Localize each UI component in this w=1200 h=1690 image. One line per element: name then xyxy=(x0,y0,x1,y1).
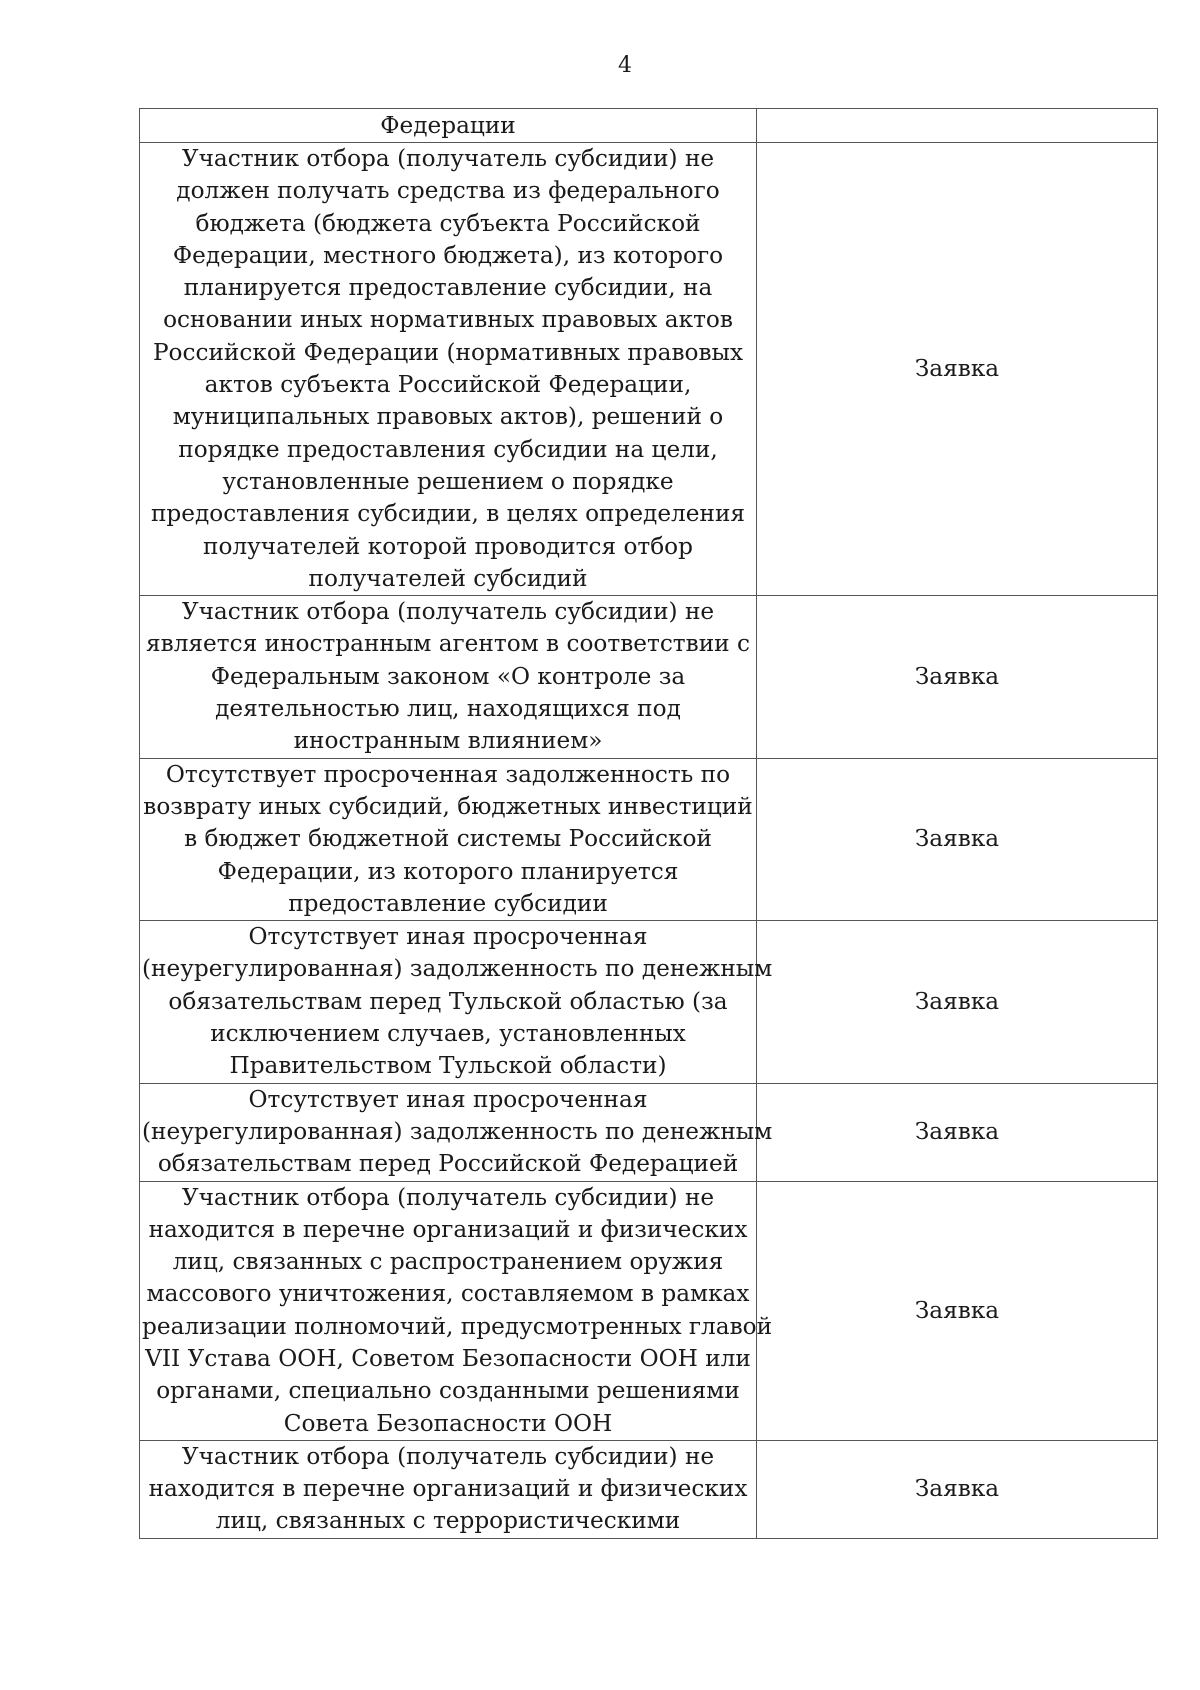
condition-line: планируется предоставление субсидии, на xyxy=(183,274,713,302)
document-cell: Заявка xyxy=(757,596,1158,758)
condition-line: является иностранным агентом в соответствии с xyxy=(146,630,750,658)
requirements-table xyxy=(139,108,1158,1539)
page-number: 4 xyxy=(618,53,632,78)
condition-line: возврату иных субсидий, бюджетных инвестиций xyxy=(143,792,753,820)
condition-line: (неурегулированная) задолженность по денежным xyxy=(142,955,773,983)
document-cell: Заявка xyxy=(757,1181,1158,1440)
condition-line: предоставления субсидии, в целях определения xyxy=(150,500,746,528)
condition-line: реализации полномочий, предусмотренных главой xyxy=(142,1312,773,1340)
table-row xyxy=(140,1083,1158,1181)
condition-line: Российской Федерации (нормативных правовых xyxy=(152,338,744,366)
condition-line: находится в перечне организаций и физических xyxy=(148,1215,748,1243)
condition-line: обязательствам перед Тульской областью (за xyxy=(168,987,728,1015)
table-row xyxy=(140,109,1158,143)
condition-line: VII Устава ООН, Советом Безопасности ООН или xyxy=(145,1344,751,1372)
document-cell: Заявка xyxy=(757,1440,1158,1538)
condition-line: иностранным влиянием» xyxy=(293,727,603,755)
condition-line: получателей субсидий xyxy=(308,564,588,592)
condition-cell xyxy=(140,1181,773,1440)
condition-line: муниципальных правовых актов), решений о xyxy=(172,403,724,431)
condition-line: Федерации xyxy=(380,111,516,139)
condition-line: (неурегулированная) задолженность по денежным xyxy=(142,1117,773,1145)
condition-line: в бюджет бюджетной системы Российской xyxy=(184,825,712,853)
table-row xyxy=(140,1440,1158,1538)
condition-line: бюджета (бюджета субъекта Российской xyxy=(195,209,701,237)
document-cell: Заявка xyxy=(757,758,1158,920)
condition-line: Отсутствует иная просроченная xyxy=(248,923,648,951)
condition-line: Федеральным законом «О контроле за xyxy=(210,662,686,690)
condition-line: лиц, связанных с распространением оружия xyxy=(172,1248,724,1276)
condition-cell xyxy=(140,109,757,143)
condition-line: находится в перечне организаций и физических xyxy=(148,1475,748,1503)
condition-cell xyxy=(140,143,757,596)
document-cell xyxy=(757,109,1158,143)
condition-line: получателей которой проводится отбор xyxy=(202,532,693,560)
table-row xyxy=(140,143,1158,596)
table-row xyxy=(140,921,1158,1083)
condition-line: порядке предоставления субсидии на цели, xyxy=(178,435,718,463)
condition-line: деятельностью лиц, находящихся под xyxy=(215,695,681,723)
condition-line: органами, специально созданными решениями xyxy=(156,1377,740,1405)
condition-line: Федерации, местного бюджета), из которого xyxy=(172,241,724,269)
condition-line: предоставление субсидии xyxy=(288,889,608,917)
condition-line: Совета Безопасности ООН xyxy=(283,1409,613,1437)
condition-cell xyxy=(140,758,757,920)
condition-cell xyxy=(140,1083,773,1181)
condition-line: Отсутствует просроченная задолженность по xyxy=(165,760,731,788)
table-row xyxy=(140,758,1158,920)
condition-cell xyxy=(140,1440,757,1538)
condition-line: Отсутствует иная просроченная xyxy=(248,1085,648,1113)
condition-line: установленные решением о порядке xyxy=(222,467,674,495)
table-row xyxy=(140,596,1158,758)
condition-line: Участник отбора (получатель субсидии) не xyxy=(181,145,715,172)
condition-line: основании иных нормативных правовых актов xyxy=(163,306,733,334)
condition-line: Участник отбора (получатель субсидии) не xyxy=(181,1183,715,1211)
condition-cell xyxy=(140,921,773,1083)
condition-line: Правительством Тульской области) xyxy=(229,1052,667,1080)
condition-line: массового уничтожения, составляемом в рамках xyxy=(146,1280,750,1308)
condition-line: лиц, связанных с террористическими xyxy=(215,1507,681,1535)
document-cell: Заявка xyxy=(757,143,1158,596)
condition-line: Участник отбора (получатель субсидии) не xyxy=(181,1442,715,1470)
condition-cell xyxy=(140,596,757,758)
condition-line: Участник отбора (получатель субсидии) не xyxy=(181,598,715,626)
document-cell: Заявка xyxy=(757,1083,1158,1181)
condition-line: обязательствам перед Российской Федерацией xyxy=(157,1150,739,1178)
table-row xyxy=(140,1181,1158,1440)
document-cell: Заявка xyxy=(757,921,1158,1083)
condition-line: актов субъекта Российской Федерации, xyxy=(204,371,692,399)
condition-line: должен получать средства из федерального xyxy=(176,177,720,205)
condition-line: исключением случаев, установленных xyxy=(210,1020,686,1048)
condition-line: Федерации, из которого планируется xyxy=(217,857,679,885)
